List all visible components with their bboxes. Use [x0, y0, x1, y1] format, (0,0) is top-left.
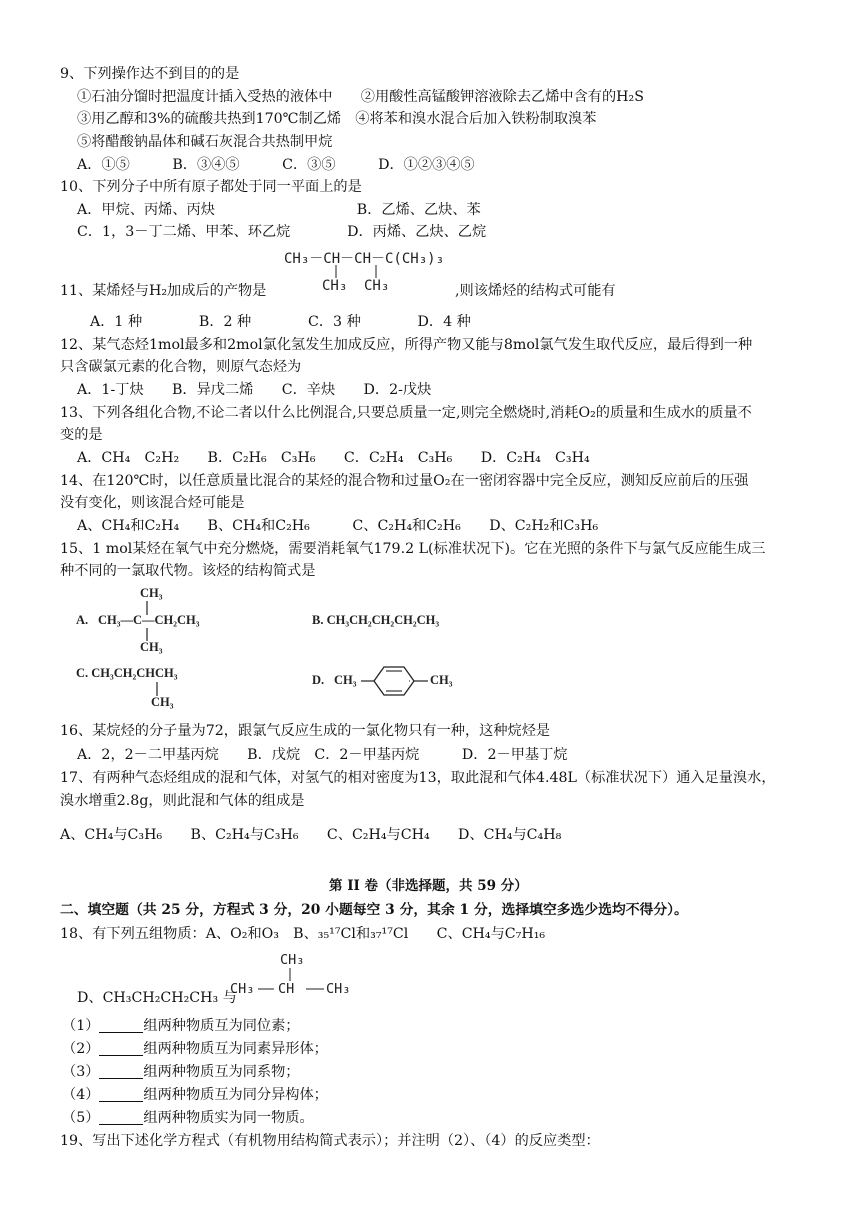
q18-blank-2	[62, 1039, 328, 1059]
answer-blank-5[interactable]	[99, 1110, 143, 1125]
q11-options: A．1 种 B．2 种 C．3 种 D．4 种	[90, 314, 471, 330]
q19-stem: 19、写出下述化学方程式（有机物用结构简式表示）；并注明（2）、（4）的反应类型：	[60, 1133, 600, 1149]
q12-stem-2: 只含碳氯元素的化合物，则原气态烃为	[60, 359, 302, 375]
q9-item-5: ⑤将醋酸钠晶体和碱石灰混合共热制甲烷	[77, 134, 333, 150]
q15-option-a-top: CH₃	[140, 586, 163, 600]
q10-stem: 10、下列分子中所有原子都处于同一平面上的是	[60, 179, 362, 195]
q11-stem-end: ,则该烯烃的结构式可能有	[455, 283, 616, 299]
q15-option-c-branch: CH₃	[151, 695, 174, 709]
q18-text-1: 组两种物质互为同位素；	[143, 1018, 300, 1034]
q16-stem: 16、某烷烃的分子量为72，跟氯气反应生成的一氯化物只有一种，这种烷烃是	[60, 723, 551, 739]
answer-blank-4[interactable]	[99, 1087, 143, 1102]
q18-isobutane-structure	[230, 952, 360, 1012]
q18-text-5: 组两种物质实为同一物质。	[143, 1110, 314, 1126]
q15-option-a-label: A.	[76, 613, 89, 627]
q18-num-3: （3）	[62, 1064, 100, 1080]
q15-option-b	[312, 613, 512, 633]
q14-stem: 14、在120℃时，以任意质量比混合的某烃的混合物和过量O₂在一密闭容器中完全反应，测知反应前后的压强	[60, 473, 749, 489]
q18-stem: 18、有下列五组物质：A、O₂和O₃ B、₃₅¹⁷Cl和₃₇¹⁷Cl C、CH₄与C₇H₁₆	[60, 926, 546, 942]
q18-num-1: （1）	[62, 1018, 100, 1034]
q14-options: A、CH₄和C₂H₄ B、CH₄和C₂H₆ C、C₂H₄和C₂H₆ D、C₂H₂和C₃H₆	[77, 518, 599, 534]
q12-options: A．1-丁炔 B．异戊二烯 C．辛炔 D．2-戊炔	[77, 382, 432, 398]
q15-option-a	[76, 586, 276, 656]
q18-struct-top: CH₃	[280, 952, 305, 968]
q15-option-b-text: B. CH₃CH₂CH₂CH₂CH₃	[312, 613, 440, 627]
q18-blank-5	[62, 1108, 314, 1128]
answer-blank-3[interactable]	[99, 1064, 143, 1079]
q12-stem: 12、某气态烃1mol最多和2mol氯化氢发生加成反应，所得产物又能与8mol氯气发生取代反应，最后得到一种	[60, 337, 753, 353]
q11-branch-2: CH₃	[364, 278, 390, 294]
part-2-title: 第 II 卷（非选择题，共 59 分）	[329, 878, 528, 894]
q17-stem-2: 溴水增重2.8g，则此混和气体的组成是	[60, 793, 305, 809]
q18-num-2: （2）	[62, 1041, 100, 1057]
q18-blank-1	[62, 1016, 299, 1036]
q15-option-d-label: D.	[312, 673, 325, 687]
q18-struct-right: CH₃	[326, 981, 351, 997]
q9-options: A．①⑤ B．③④⑤ C．③⑤ D．①②③④⑤	[77, 157, 475, 173]
q15-option-a-bottom: CH₃	[140, 640, 163, 654]
answer-blank-1[interactable]	[99, 1018, 143, 1033]
q18-num-5: （5）	[62, 1110, 100, 1126]
q18-blank-4	[62, 1085, 328, 1105]
q13-stem: 13、下列各组化合物,不论二者以什么比例混合,只要总质量一定,则完全燃烧时,消耗O₂的质量和生成水的质量不	[60, 405, 752, 421]
q18-text-2: 组两种物质互为同素异形体；	[143, 1041, 328, 1057]
q15-option-d-right: CH₃	[430, 673, 453, 687]
q15-option-c-bond	[76, 666, 276, 714]
q18-text-4: 组两种物质互为同分异构体；	[143, 1087, 328, 1103]
q18-option-d: D、CH₃CH₂CH₂CH₃ 与	[77, 990, 237, 1006]
q11-main-chain: CH₃－CH－CH－C(CH₃)₃	[284, 251, 445, 267]
q11-stem: 11、某烯烃与H₂加成后的产物是	[60, 283, 267, 299]
q10-options-cd: C．1，3－丁二烯、甲苯、环乙烷 D．丙烯、乙炔、乙烷	[77, 224, 487, 240]
q15-option-a-main: CH₃—C—CH₂CH₃	[98, 613, 200, 627]
q15-option-a-bonds	[76, 586, 276, 656]
q15-option-d	[312, 664, 512, 698]
q9-item-1-2: ①石油分馏时把温度计插入受热的液体中 ②用酸性高锰酸钾溶液除去乙烯中含有的H₂S	[77, 89, 644, 105]
section-2-heading: 二、填空题（共 25 分，方程式 3 分，20 小题每空 3 分，其余 1 分，选择填空多选少选均不得分）。	[60, 902, 688, 918]
q16-options: A．2，2－二甲基丙烷 B．戊烷 C．2－甲基丙烷 D．2－甲基丁烷	[77, 747, 568, 763]
q13-stem-2: 变的是	[60, 427, 103, 443]
q17-stem: 17、有两种气态烃组成的混和气体，对氢气的相对密度为13，取此混和气体4.48L（标准状况下）通入足量溴水，	[60, 770, 776, 786]
q18-num-4: （4）	[62, 1087, 100, 1103]
q18-struct-left: CH₃	[230, 981, 255, 997]
q9-item-3-4: ③用乙醇和3%的硫酸共热到170℃制乙烯 ④将苯和溴水混合后加入铁粉制取溴苯	[77, 111, 597, 127]
q15-stem: 15、1 mol某烃在氧气中充分燃烧，需要消耗氧气179.2 L(标准状况下)。它在光照的条件下与氯气反应能生成三	[60, 541, 766, 557]
benzene-ring-icon	[312, 664, 512, 698]
q9-stem: 9、下列操作达不到目的的是	[60, 66, 240, 82]
q15-option-c	[76, 666, 276, 714]
q10-options-ab: A．甲烷、丙烯、丙炔 B．乙烯、乙炔、苯	[77, 202, 481, 218]
q14-stem-2: 没有变化，则该混合烃可能是	[60, 495, 245, 511]
q13-options: A．CH₄ C₂H₂ B．C₂H₆ C₃H₆ C．C₂H₄ C₃H₆ D．C₂H₄ C₃H₄	[77, 450, 590, 466]
q11-branch-1: CH₃	[322, 278, 348, 294]
q15-option-d-left: CH₃	[334, 673, 357, 687]
q17-options: A、CH₄与C₃H₆ B、C₂H₄与C₃H₆ C、C₂H₄与CH₄ D、CH₄与C₄H₈	[60, 827, 562, 843]
q15-option-c-main: C. CH₃CH₂CHCH₃	[76, 666, 178, 680]
q18-blank-3	[62, 1062, 299, 1082]
q18-struct-mid: CH	[278, 981, 295, 997]
answer-blank-2[interactable]	[99, 1041, 143, 1056]
q15-stem-2: 种不同的一氯取代物。该烃的结构简式是	[60, 563, 316, 579]
q18-text-3: 组两种物质互为同系物；	[143, 1064, 300, 1080]
q11-structure	[284, 248, 484, 296]
